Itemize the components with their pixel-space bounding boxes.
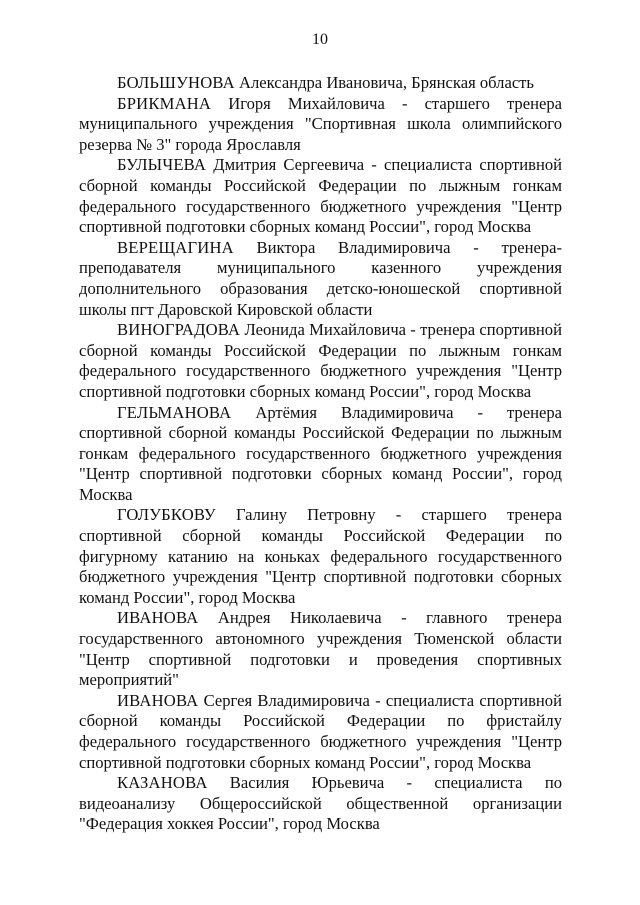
recipient-details: Артёмия Владимировича - тренера спортивной сборной команды Российской Федерации по лыжным гонкам федерального государственного бюджетного учреждения "Центр спортивной подготовки сборных команд России", город Москва [79,402,562,504]
recipient-surname: ГОЛУБКОВУ [117,505,216,525]
list-item [79,691,562,773]
recipient-details: Леонида Михайловича - тренера спортивной сборной команды Российской Федерации по лыжным гонкам федерального государственного бюджетного учреждения "Центр спортивной подготовки сборных команд России", город Москва [79,320,562,401]
recipient-details: Игоря Михайловича - старшего тренера муниципального учреждения "Спортивная школа олимпийского резерва № 3" города Ярославля [79,93,562,154]
recipient-details: Виктора Владимировича - тренера-преподавателя муниципального казенного учреждения дополнительного образования детско-юношеской спортивной школы пгт Даровской Кировской области [79,237,562,319]
award-recipient-list [79,73,562,835]
recipient-surname: ВИНОГРАДОВА [117,320,241,340]
recipient-surname: ВЕРЕЩАГИНА [117,237,234,257]
recipient-details: Александра Ивановича, Брянская область [234,73,535,92]
list-item [79,773,562,835]
list-item [79,238,562,320]
recipient-surname: ИВАНОВА [117,690,199,710]
recipient-surname: КАЗАНОВА [117,773,208,793]
recipient-details: Дмитрия Сергеевича - специалиста спортивной сборной команды Российской Федерации по лыжным гонкам федерального государственного бюджетного учреждения "Центр спортивной подготовки сборных команд России", город Москва [79,155,562,237]
recipient-details: Галину Петровну - старшего тренера спортивной сборной команды Российской Федерации по фигурному катанию на коньках федерального государственного бюджетного учреждения "Центр спортивной подготовки сборных команд России", город Москва [79,505,562,607]
list-item [79,94,562,156]
list-item [79,73,562,94]
list-item [79,608,562,690]
recipient-surname: ГЕЛЬМАНОВА [117,402,232,422]
page-number: 10 [312,31,328,48]
recipient-surname: БОЛЬШУНОВА [117,73,235,92]
recipient-surname: БРИКМАНА [117,93,212,113]
list-item [79,505,562,608]
list-item [79,155,562,237]
recipient-details: Василия Юрьевича - специалиста по видеоанализу Общероссийской общественной организации "Федерация хоккея России", город Москва [79,773,562,834]
recipient-surname: ИВАНОВА [117,608,199,628]
recipient-details: Сергея Владимировича - специалиста спортивной сборной команды Российской Федерации по фристайлу федерального государственного бюджетного учреждения "Центр спортивной подготовки сборных команд России", город Москва [79,690,562,772]
list-item [79,403,562,506]
list-item [79,320,562,402]
recipient-surname: БУЛЫЧЕВА [117,155,207,175]
recipient-details: Андрея Николаевича - главного тренера государственного автономного учреждения Тюменской области "Центр спортивной подготовки и проведения спортивных мероприятий" [79,608,562,690]
